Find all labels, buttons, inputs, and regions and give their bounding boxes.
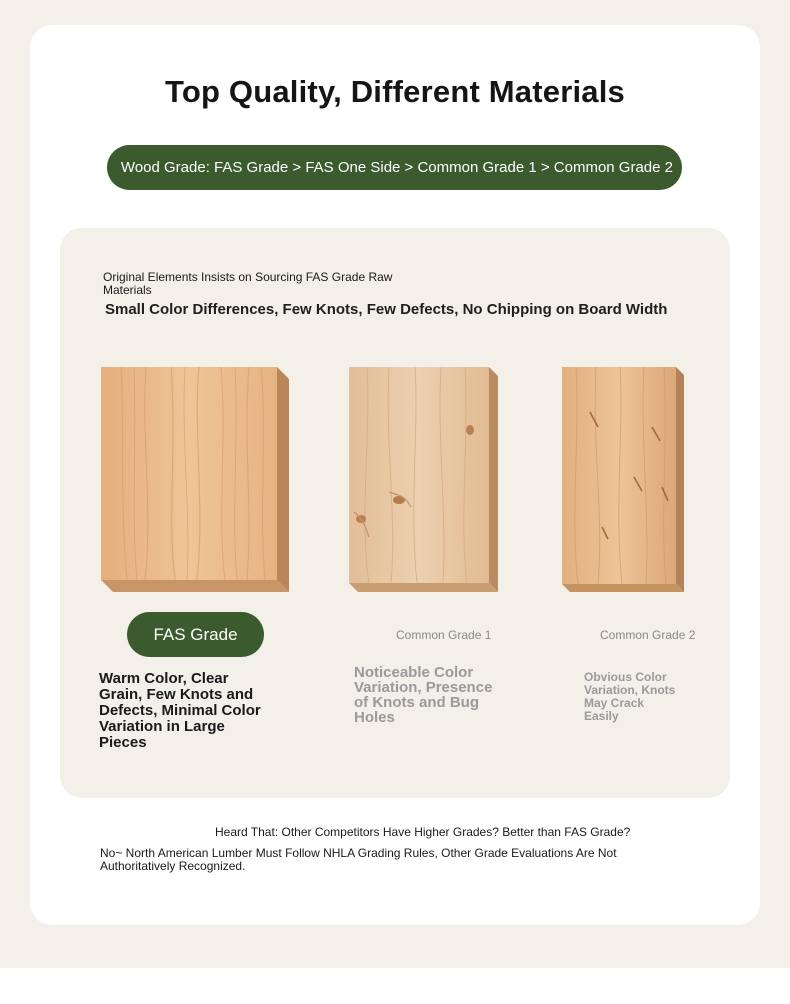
- fas-grade-description: Warm Color, Clear Grain, Few Knots and Defects, Minimal Color Variation in Large Pieces: [99, 670, 261, 751]
- page-title: Top Quality, Different Materials: [165, 74, 625, 109]
- sourcing-note: Original Elements Insists on Sourcing FAS Grade Raw Materials: [103, 270, 393, 297]
- common-grade-2-description: Obvious Color Variation, Knots May Crack Easily: [584, 670, 676, 723]
- fas-wood-board-image: [101, 367, 289, 592]
- grade-scale-banner: Wood Grade: FAS Grade > FAS One Side > Common Grade 1 > Common Grade 2: [107, 145, 682, 190]
- common-grade-1-description: Noticeable Color Variation, Presence of Knots and Bug Holes: [354, 664, 493, 726]
- common-grade-2-label: Common Grade 2: [600, 628, 696, 642]
- footer-strip: [0, 968, 790, 1004]
- faq-answer: No~ North American Lumber Must Follow NHLA Grading Rules, Other Grade Evaluations Are Not Authoritatively Recognized.: [100, 846, 617, 873]
- quality-headline: Small Color Differences, Few Knots, Few Defects, No Chipping on Board Width: [105, 301, 668, 318]
- common-grade-2-board-image: [562, 367, 684, 592]
- fas-grade-badge: FAS Grade: [127, 612, 264, 657]
- common-grade-1-board-image: [349, 367, 498, 592]
- faq-question: Heard That: Other Competitors Have Higher Grades? Better than FAS Grade?: [215, 825, 631, 839]
- common-grade-1-label: Common Grade 1: [396, 628, 492, 642]
